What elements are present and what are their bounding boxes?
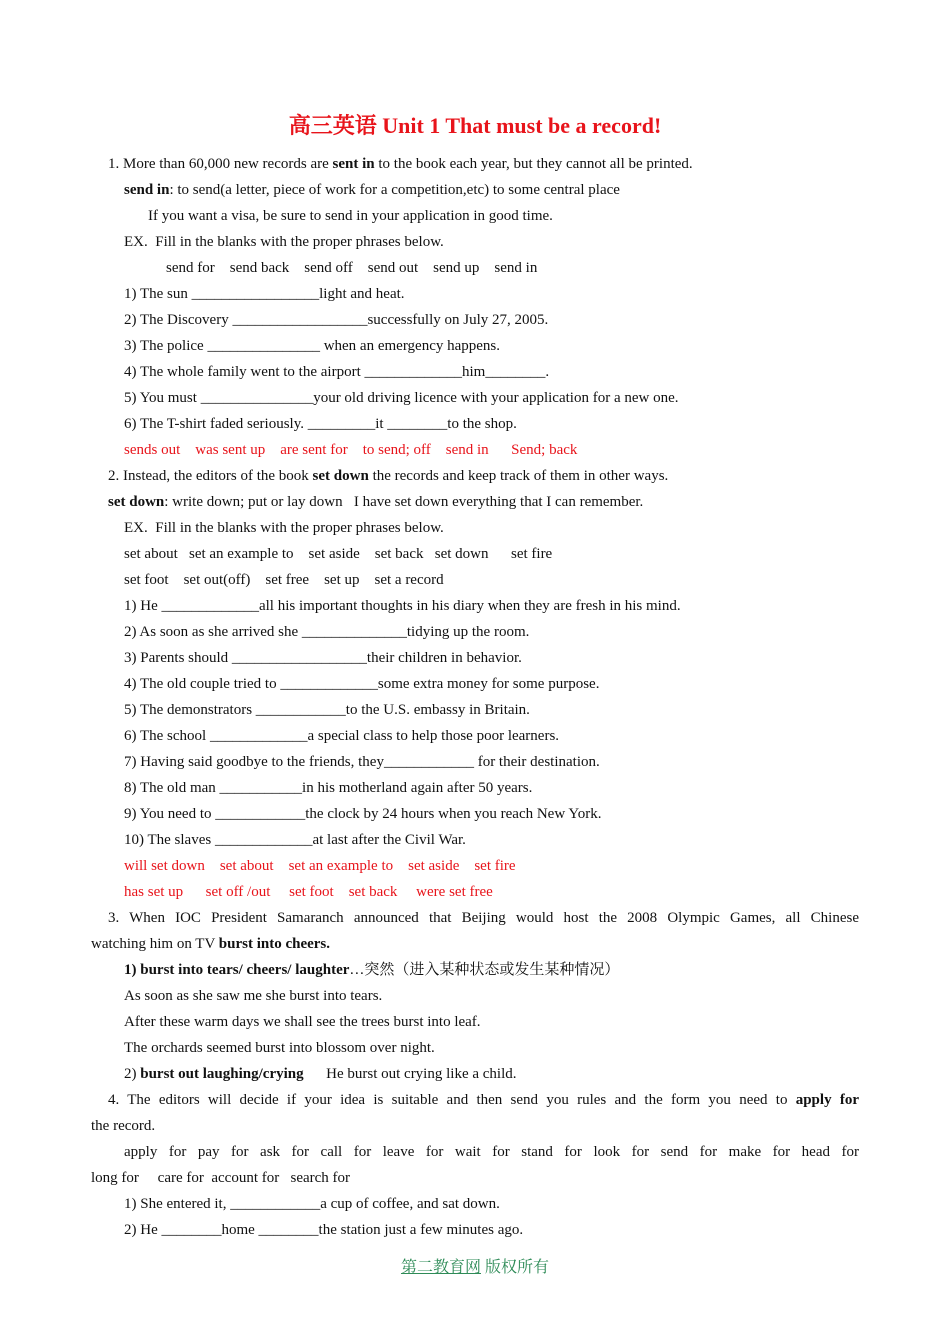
s2-phrase-list-2: set foot set out(off) set free set up set a record (124, 572, 444, 588)
s3-sentence-line-2 (91, 931, 330, 957)
s2-question-6: 6) The school _____________a special class to help those poor learners. (124, 728, 560, 744)
s1-question-5: 5) You must _______________your old driving licence with your application for a new one. (124, 390, 679, 406)
s4-key-phrase: apply for (795, 1092, 859, 1108)
s2-sentence-start: 2. Instead, the editors of the book (108, 468, 313, 484)
s4-phrase-list-2: long for care for account for search for (91, 1170, 351, 1186)
s2-sentence-end: the records and keep track of them in other ways. (368, 468, 669, 484)
s2-phrase-list-1: set about set an example to set aside set back set down set fire (124, 546, 553, 562)
s3-point-2-example: He burst out crying like a child. (303, 1066, 517, 1082)
s1-question-3: 3) The police _______________ when an emergency happens. (124, 338, 501, 354)
s3-point-2 (124, 1061, 517, 1087)
s2-definition (108, 489, 643, 515)
s3-point-1-phrase: 1) burst into tears/ cheers/ laughter (124, 962, 350, 978)
s1-exercise-label: EX. Fill in the blanks with the proper phrases below. (124, 234, 444, 250)
s1-question-4: 4) The whole family went to the airport _____________him________. (124, 364, 550, 380)
s1-answers: sends out was sent up are sent for to send; off send in Send; back (124, 442, 578, 458)
s2-question-7: 7) Having said goodbye to the friends, they____________ for their destination. (124, 754, 600, 770)
s3-point-1-gloss: …突然（进入某种状态或发生某种情况） (349, 962, 620, 978)
s3-point-2-phrase: burst out laughing/crying (140, 1066, 304, 1082)
s4-sentence-start: 4. The editors will decide if your idea is suitable and then send you rules and the form you need to (108, 1092, 796, 1108)
s2-question-3: 3) Parents should __________________their children in behavior. (124, 650, 522, 666)
s2-question-10: 10) The slaves _____________at last after the Civil War. (124, 832, 466, 848)
s3-sentence-start: watching him on TV (91, 936, 219, 952)
s1-def-term: send in (124, 182, 170, 198)
s1-question-6: 6) The T-shirt faded seriously. _________it ________to the shop. (124, 416, 517, 432)
s1-example: If you want a visa, be sure to send in your application in good time. (148, 208, 553, 224)
s2-def-term: set down (108, 494, 165, 510)
s3-key-phrase: burst into cheers. (218, 936, 331, 952)
s4-sentence-line-1 (108, 1087, 859, 1113)
s1-sentence-end: to the book each year, but they cannot all be printed. (374, 156, 693, 172)
s3-point-2-number: 2) (124, 1066, 141, 1082)
s4-question-1: 1) She entered it, ____________a cup of coffee, and sat down. (124, 1196, 500, 1212)
page-footer (0, 1256, 950, 1280)
s1-def-text: : to send(a letter, piece of work for a competition,etc) to some central place (169, 182, 620, 198)
footer-copyright: 版权所有 (481, 1259, 550, 1276)
footer-site-link[interactable]: 第二教育网 (400, 1259, 481, 1276)
s2-question-4: 4) The old couple tried to _____________some extra money for some purpose. (124, 676, 600, 692)
s2-def-text: : write down; put or lay down I have set down everything that I can remember. (164, 494, 644, 510)
s3-point-1 (124, 957, 619, 983)
s2-key-phrase: set down (312, 468, 369, 484)
s2-exercise-label: EX. Fill in the blanks with the proper phrases below. (124, 520, 444, 536)
page-title: 高三英语 Unit 1 That must be a record! (288, 113, 662, 138)
s4-question-2: 2) He ________home ________the station just a few minutes ago. (124, 1222, 524, 1238)
s2-question-1: 1) He _____________all his important thoughts in his diary when they are fresh in his mind. (124, 598, 681, 614)
s1-question-2: 2) The Discovery __________________successfully on July 27, 2005. (124, 312, 549, 328)
s2-sentence (108, 463, 668, 489)
s2-answers-1: will set down set about set an example to set aside set fire (124, 858, 516, 874)
s1-question-1: 1) The sun _________________light and heat. (124, 286, 405, 302)
s4-sentence-line-2: the record. (91, 1118, 156, 1134)
s1-key-phrase: sent in (332, 156, 375, 172)
s2-question-8: 8) The old man ___________in his motherland again after 50 years. (124, 780, 533, 796)
s2-answers-2: has set up set off /out set foot set back were set free (124, 884, 493, 900)
s2-question-9: 9) You need to ____________the clock by 24 hours when you reach New York. (124, 806, 602, 822)
s2-question-5: 5) The demonstrators ____________to the U.S. embassy in Britain. (124, 702, 530, 718)
s3-example-3: The orchards seemed burst into blossom over night. (124, 1040, 435, 1056)
s1-phrase-list: send for send back send off send out send up send in (166, 260, 538, 276)
s3-example-2: After these warm days we shall see the trees burst into leaf. (124, 1014, 481, 1030)
s3-example-1: As soon as she saw me she burst into tears. (124, 988, 383, 1004)
s4-phrase-list-1: apply for pay for ask for call for leave for wait for stand for look for send for make for head for (124, 1144, 859, 1160)
s1-sentence (108, 151, 693, 177)
s1-sentence-start: 1. More than 60,000 new records are (108, 156, 333, 172)
s1-definition (124, 177, 620, 203)
s2-question-2: 2) As soon as she arrived she ______________tidying up the room. (124, 624, 530, 640)
s3-sentence-line-1: 3. When IOC President Samaranch announced that Beijing would host the 2008 Olympic Games, all Chinese (108, 910, 859, 926)
